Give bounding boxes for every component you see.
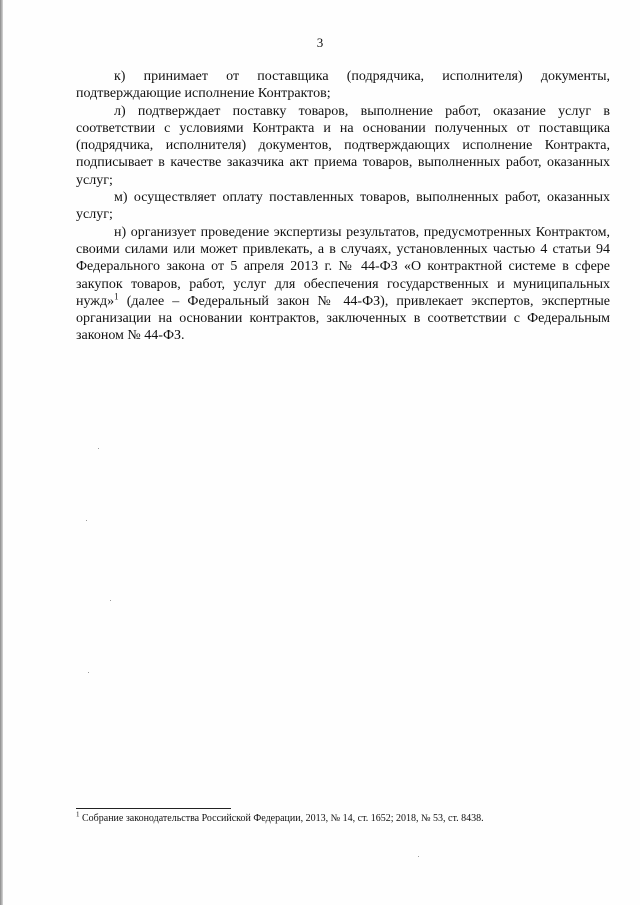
paragraph-k: к) принимает от поставщика (подрядчика, исполнителя) документы, подтверждающие исполнение Контрактов; — [76, 69, 610, 102]
paragraph-l: л) подтверждает поставку товаров, выполнение работ, оказание услуг в соответствии с условиями Контракта и на основании полученных от поставщика (подрядчика, исполнителя) документов, подтверждающих исполнение Контракта, подписывает в качестве заказчика акт приема товаров, выполненных работ, оказанных услуг; — [76, 103, 610, 188]
page-number: 3 — [316, 35, 324, 50]
paragraph-n-part1: н) организует проведение экспертизы результатов, предусмотренных Контрактом, своими силами или может привлекать, а в случаях, установленных частью 4 статьи 94 Федерального закона от 5 апреля 2013 г. № 44-ФЗ «О контрактной системе в сфере закупок товаров, работ, услуг для обеспечения государственных и муниципальных нужд» — [76, 224, 610, 309]
footnote-separator — [76, 808, 231, 809]
footnote-text: Собрание законодательства Российской Федерации, 2013, № 14, ст. 1652; 2018, № 53, ст. 8438. — [79, 813, 484, 824]
document-body — [76, 68, 610, 345]
scan-speck — [86, 520, 87, 521]
paragraph-n — [76, 224, 610, 345]
scan-speck — [98, 448, 99, 449]
footnote-number: 1 — [76, 810, 80, 819]
footnote — [76, 810, 616, 825]
paragraph-n-part2: (далее – Федеральный закон № 44-ФЗ), привлекает экспертов, экспертные организации на основании контрактов, заключенных в соответствии с Федеральным законом № 44-ФЗ. — [76, 293, 610, 344]
footnote-reference[interactable]: 1 — [114, 291, 119, 302]
scan-speck — [110, 600, 111, 601]
paragraph-m: м) осуществляет оплату поставленных товаров, выполненных работ, оказанных услуг; — [76, 190, 610, 223]
scan-left-edge — [0, 0, 3, 905]
scan-speck — [88, 672, 89, 673]
scan-speck — [418, 856, 419, 857]
